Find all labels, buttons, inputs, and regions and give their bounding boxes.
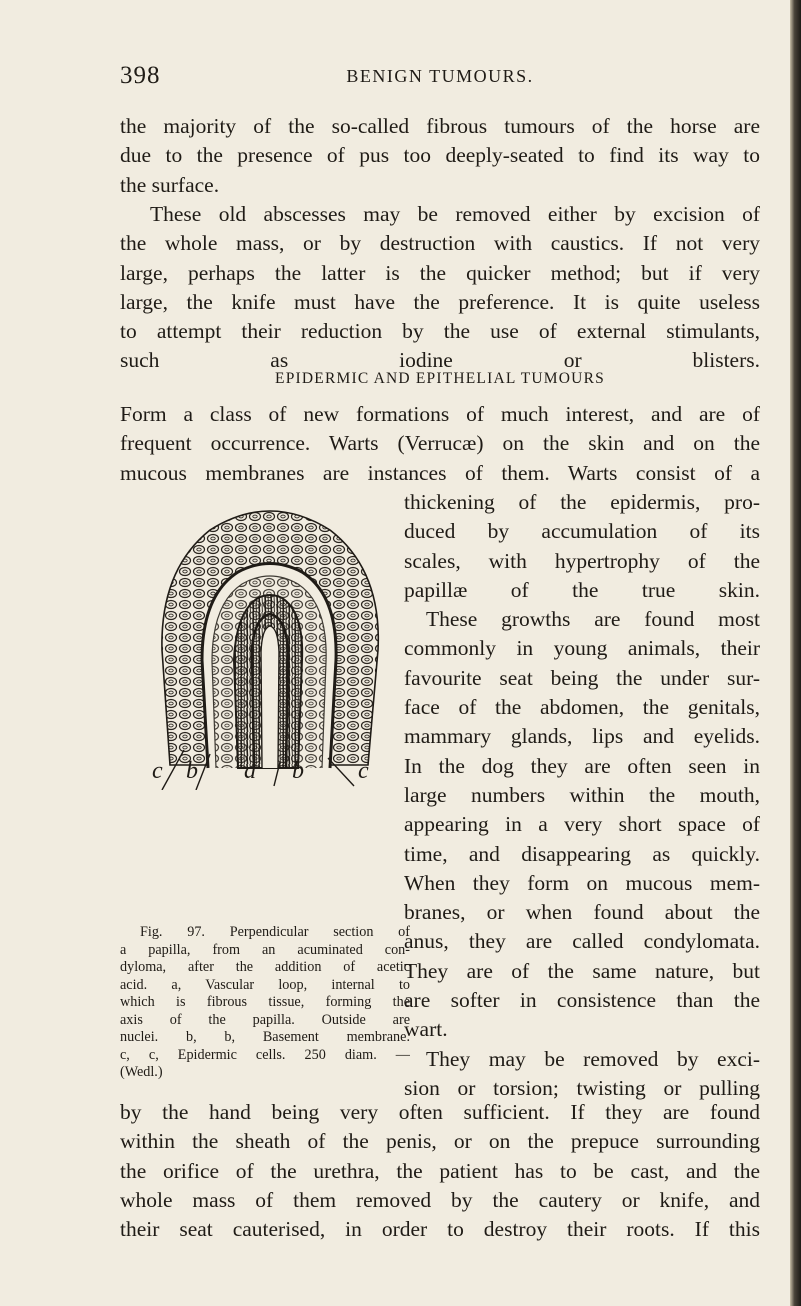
text-line: the whole mass, or by destruction with caustics. If not very <box>120 231 760 256</box>
text-line: When they form on mucous mem- <box>404 870 760 895</box>
figure-label-c: c <box>152 758 163 784</box>
text-line: anus, they are called condylomata. <box>404 929 760 954</box>
caption-line: acid. a, Vascular loop, internal to <box>120 976 410 993</box>
text-line: the majority of the so-called fibrous tumours of the horse are <box>120 114 760 138</box>
text-line: These growths are found most <box>426 607 760 632</box>
paragraph-fibrous-tumours <box>120 112 760 200</box>
paragraph-warts-removal <box>120 1098 760 1244</box>
text-line: their seat cauterised, in order to destroy their roots. If this <box>120 1217 760 1242</box>
caption-line: (Wedl.) <box>120 1064 163 1080</box>
figure-label-a: a <box>244 758 256 784</box>
caption-line: c, c, Epidermic cells. 250 diam. — <box>120 1046 410 1063</box>
text-line: thickening of the epidermis, pro- <box>404 490 760 514</box>
figure-caption <box>120 924 410 1082</box>
text-line: Form a class of new formations of much interest, and are of <box>120 402 760 426</box>
text-line: by the hand being very often sufficient. If they are found <box>120 1100 760 1124</box>
figure-labels <box>150 758 390 792</box>
paragraph-warts-column <box>404 488 760 1103</box>
text-line: commonly in young animals, their <box>404 636 760 661</box>
text-line: large, perhaps the latter is the quicker method; but if very <box>120 260 760 285</box>
page-binding-edge <box>790 0 801 1306</box>
papilla-section-illustration <box>150 500 390 790</box>
text-line: are softer in consistence than the <box>404 988 760 1013</box>
running-title: BENIGN TUMOURS. <box>346 66 534 86</box>
text-line: time, and disappearing as quickly. <box>404 841 760 866</box>
text-line: papillæ of the true skin. <box>404 577 760 602</box>
figure-label-b: b <box>186 758 198 784</box>
caption-line: axis of the papilla. Outside are <box>120 1011 410 1028</box>
text-line: within the sheath of the penis, or on the prepuce surrounding <box>120 1129 760 1154</box>
text-line: They are of the same nature, but <box>404 958 760 983</box>
figure-label-b: b <box>292 758 304 784</box>
text-line: sion or torsion; twisting or pulling <box>404 1075 760 1100</box>
text-line: They may be removed by exci- <box>426 1046 760 1071</box>
text-line: to attempt their reduction by the use of external stimulants, <box>120 319 760 344</box>
figure-label-c: c <box>358 758 369 784</box>
text-line: In the dog they are often seen in <box>404 753 760 778</box>
text-line: due to the presence of pus too deeply-seated to find its way to <box>120 143 760 168</box>
page-number: 398 <box>120 62 161 89</box>
text-line: the surface. <box>120 172 220 197</box>
text-line: appearing in a very short space of <box>404 812 760 837</box>
caption-line: Fig. 97. Perpendicular section of <box>140 924 410 940</box>
running-head <box>120 62 760 92</box>
text-line: These old abscesses may be removed either by excision of <box>150 202 760 226</box>
text-line: duced by accumulation of its <box>404 519 760 544</box>
text-line: face of the abdomen, the genitals, <box>404 695 760 720</box>
caption-line: which is fibrous tissue, forming the <box>120 994 410 1010</box>
paragraph-warts-intro <box>120 400 760 488</box>
text-line: the orifice of the urethra, the patient has to be cast, and the <box>120 1158 760 1183</box>
section-heading: EPIDERMIC AND EPITHELIAL TUMOURS <box>275 370 605 387</box>
text-line: frequent occurrence. Warts (Verrucæ) on the skin and on the <box>120 431 760 456</box>
text-line: whole mass of them removed by the cautery or knife, and <box>120 1187 760 1212</box>
text-line: branes, or when found about the <box>404 900 760 925</box>
caption-line: nuclei. b, b, Basement membrane. <box>120 1029 410 1045</box>
text-line: large numbers within the mouth, <box>404 782 760 807</box>
text-line: mucous membranes are instances of them. Warts consist of a <box>120 460 760 485</box>
text-line: large, the knife must have the preference. It is quite useless <box>120 289 760 314</box>
text-line: scales, with hypertrophy of the <box>404 548 760 573</box>
text-line: mammary glands, lips and eyelids. <box>404 724 760 749</box>
caption-line: a papilla, from an acuminated con- <box>120 941 410 958</box>
text-line: such as iodine or blisters. <box>120 348 760 373</box>
text-line: favourite seat being the under sur- <box>404 665 760 690</box>
vascular-loop-lumen <box>261 626 279 768</box>
paragraph-abscess-removal <box>120 200 760 376</box>
caption-line: dyloma, after the addition of acetic <box>120 959 410 975</box>
text-line: wart. <box>404 1017 448 1042</box>
